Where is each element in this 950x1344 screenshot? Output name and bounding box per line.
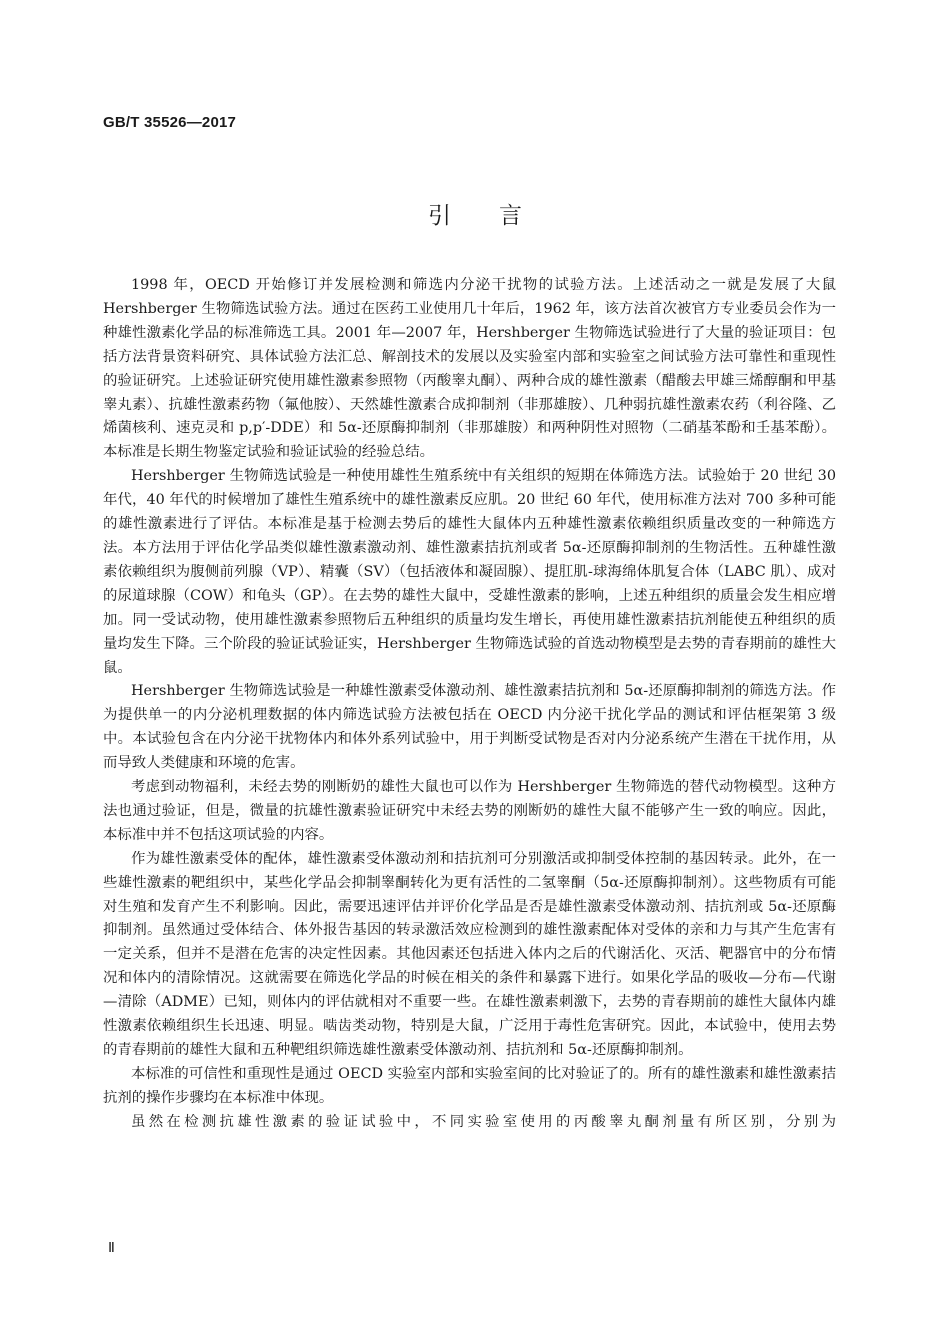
- paragraph: 本标准的可信性和重现性是通过 OECD 实验室内部和实验室间的比对验证了的。所有的雄性激素和雄性激素拮抗剂的操作步骤均在本标准中体现。: [103, 1065, 836, 1106]
- page-number: Ⅱ: [108, 1241, 115, 1256]
- page-title: 引言: [428, 203, 570, 229]
- standard-number: GB/T 35526—2017: [103, 114, 237, 131]
- paragraph: 1998 年，OECD 开始修订并发展检测和筛选内分泌干扰物的试验方法。上述活动之一就是发展了大鼠 Hershberger 生物筛选试验方法。通过在医药工业使用几十年后，1962 年，该方法首次被官方专业委员会作为一种雄性激素化学品的标准筛选工具。2001 年—2007 年，Hershberger 生物筛选试验进行了大量的验证项目：包括方法背景资料研究、具体试验方法汇总、解剖技术的发展以及实验室内部和实验室之间试验方法可靠性和重现性的验证研究。上述验证研究使用雄性激素参照物（丙酸睾丸酮）、两种合成的雄性激素（醋酸去甲雄三烯醇酮和甲基睾丸素）、抗雄性激素药物（氟他胺）、天然雄性激素合成抑制剂（非那雄胺）、几种弱抗雄性激素农药（利谷隆、乙烯菌核利、速克灵和 p,p′-DDE）和 5α-还原酶抑制剂（非那雄胺）和两种阴性对照物（二硝基苯酚和壬基苯酚）。本标准是长期生物鉴定试验和验证试验的经验总结。: [103, 277, 836, 461]
- paragraph: Hershberger 生物筛选试验是一种使用雄性生殖系统中有关组织的短期在体筛选方法。试验始于 20 世纪 30 年代，40 年代的时候增加了雄性生殖系统中的雄性激素反应肌。20 世纪 60 年代，使用标准方法对 700 多种可能的雄性激素进行了评估。本标准是基于检测去势后的雄性大鼠体内五种雄性激素依赖组织质量改变的一种筛选方法。本方法用于评估化学品类似雄性激素激动剂、雄性激素拮抗剂或者 5α-还原酶抑制剂的生物活性。五种雄性激素依赖组织为腹侧前列腺（VP）、精囊（SV）（包括液体和凝固腺）、提肛肌-球海绵体肌复合体（LABC 肌）、成对的尿道球腺（COW）和龟头（GP）。在去势的雄性大鼠中，受雄性激素的影响，上述五种组织的质量会发生相应增加。同一受试动物，使用雄性激素参照物后五种组织的质量均发生增长，再使用雄性激素拮抗剂能使五种组织的质量均发生下降。三个阶段的验证试验证实，Hershberger 生物筛选试验的首选动物模型是去势的青春期前的雄性大鼠。: [103, 468, 836, 676]
- paragraph: Hershberger 生物筛选试验是一种雄性激素受体激动剂、雄性激素拮抗剂和 5α-还原酶抑制剂的筛选方法。作为提供单一的内分泌机理数据的体内筛选试验方法被包括在 OECD 内分泌干扰化学品的测试和评估框架第 3 级中。本试验包含在内分泌干扰物体内和体外系列试验中，用于判断受试物是否对内分泌系统产生潜在干扰作用，从而导致人类健康和环境的危害。: [103, 683, 836, 772]
- paragraph-continued: 虽然在检测抗雄性激素的验证试验中，不同实验室使用的丙酸睾丸酮剂量有所区别，分别为: [131, 1113, 836, 1130]
- paragraph: 作为雄性激素受体的配体，雄性激素受体激动剂和拮抗剂可分别激活或抑制受体控制的基因转录。此外，在一些雄性激素的靶组织中，某些化学品会抑制睾酮转化为更有活性的二氢睾酮（5α-还原酶抑制剂）。这些物质有可能对生殖和发育产生不利影响。因此，需要迅速评估并评价化学品是否是雄性激素受体激动剂、拮抗剂或 5α-还原酶抑制剂。虽然通过受体结合、体外报告基因的转录激活效应检测到的雄性激素配体对受体的亲和力与其产生危害有一定关系，但并不是潜在危害的决定性因素。其他因素还包括进入体内之后的代谢活化、灭活、靶器官中的分布情况和体内的清除情况。这就需要在筛选化学品的时候在相关的条件和暴露下进行。如果化学品的吸收—分布—代谢—清除（ADME）已知，则体内的评估就相对不重要一些。在雄性激素刺激下，去势的青春期前的雄性大鼠体内雄性激素依赖组织生长迅速、明显。啮齿类动物，特别是大鼠，广泛用于毒性危害研究。因此，本试验中，使用去势的青春期前的雄性大鼠和五种靶组织筛选雄性激素受体激动剂、拮抗剂和 5α-还原酶抑制剂。: [103, 850, 836, 1058]
- paragraph: 考虑到动物福利，未经去势的刚断奶的雄性大鼠也可以作为 Hershberger 生物筛选的替代动物模型。这种方法也通过验证，但是，微量的抗雄性激素验证研究中未经去势的刚断奶的雄性大鼠不能够产生一致的响应。因此，本标准中并不包括这项试验的内容。: [103, 779, 836, 843]
- body-text: [103, 274, 836, 1135]
